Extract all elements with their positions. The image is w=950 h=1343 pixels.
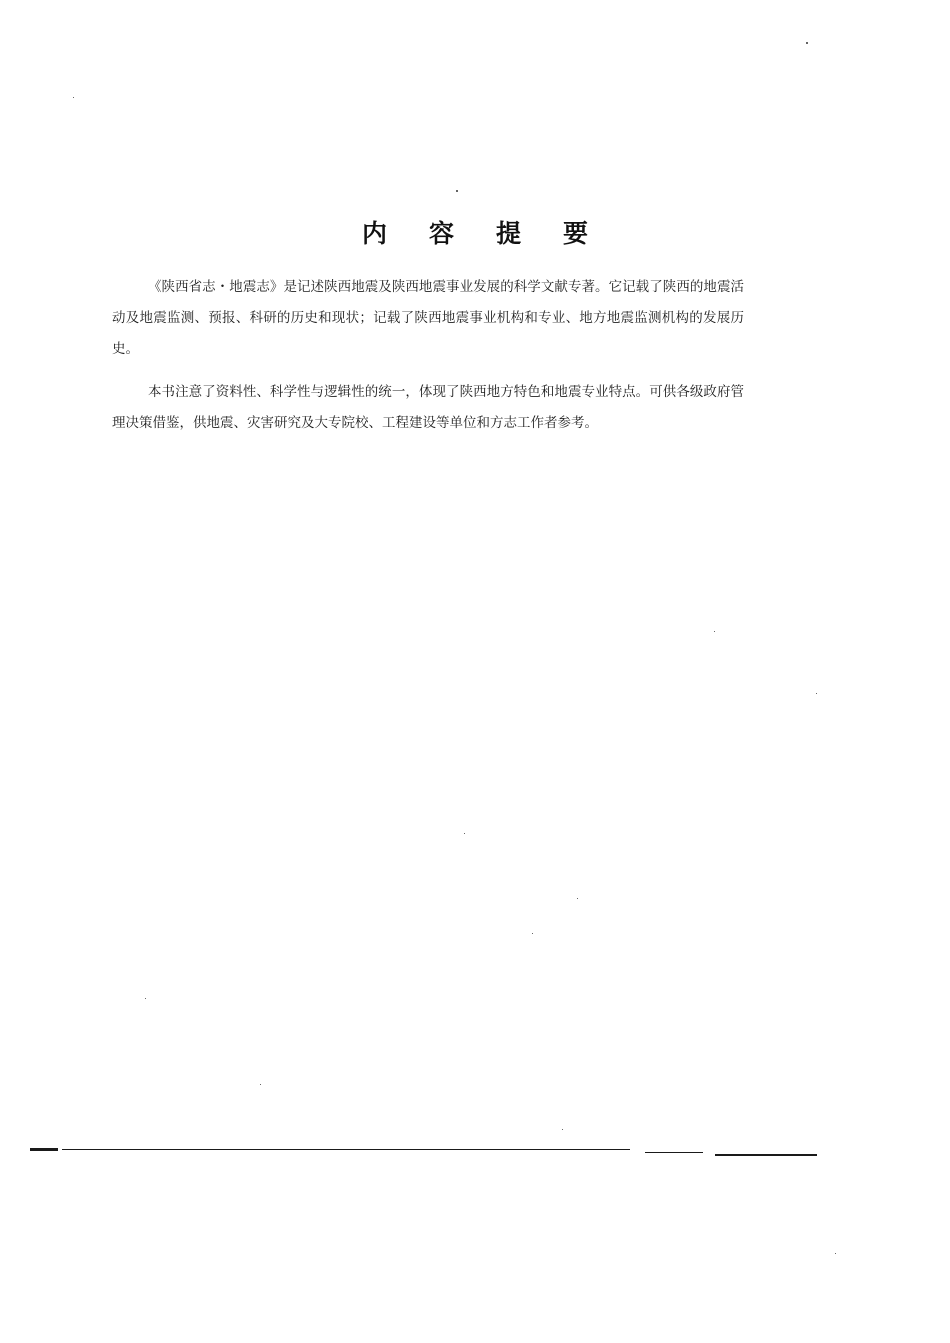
bottom-rule-segment [715,1154,817,1156]
scan-speck [145,998,146,999]
bottom-rule-segment [30,1148,58,1151]
scan-speck [806,42,808,44]
summary-paragraph-1: 《陕西省志・地震志》是记述陕西地震及陕西地震事业发展的科学文献专著。它记载了陕西的地震活动及地震监测、预报、科研的历史和现状；记载了陕西地震事业机构和专业、地方地震监测机构的发展历史。 [112,279,744,357]
scan-speck [456,190,458,192]
scan-speck [577,898,578,899]
summary-paragraph-2: 本书注意了资料性、科学性与逻辑性的统一，体现了陕西地方特色和地震专业特点。可供各级政府管理决策借鉴，供地震、灾害研究及大专院校、工程建设等单位和方志工作者参考。 [112,384,744,431]
scan-speck [73,97,74,98]
scan-speck [835,1253,836,1254]
scan-speck [816,693,817,694]
scan-speck [260,1084,261,1085]
page-title: 内容提要 [361,219,630,248]
bottom-rule-segment [62,1149,630,1150]
bottom-rule-segment [645,1152,703,1153]
scan-speck [714,631,715,632]
scan-speck [562,1129,563,1130]
summary-body [112,272,744,451]
scan-speck [532,933,533,934]
scan-speck [464,833,465,834]
